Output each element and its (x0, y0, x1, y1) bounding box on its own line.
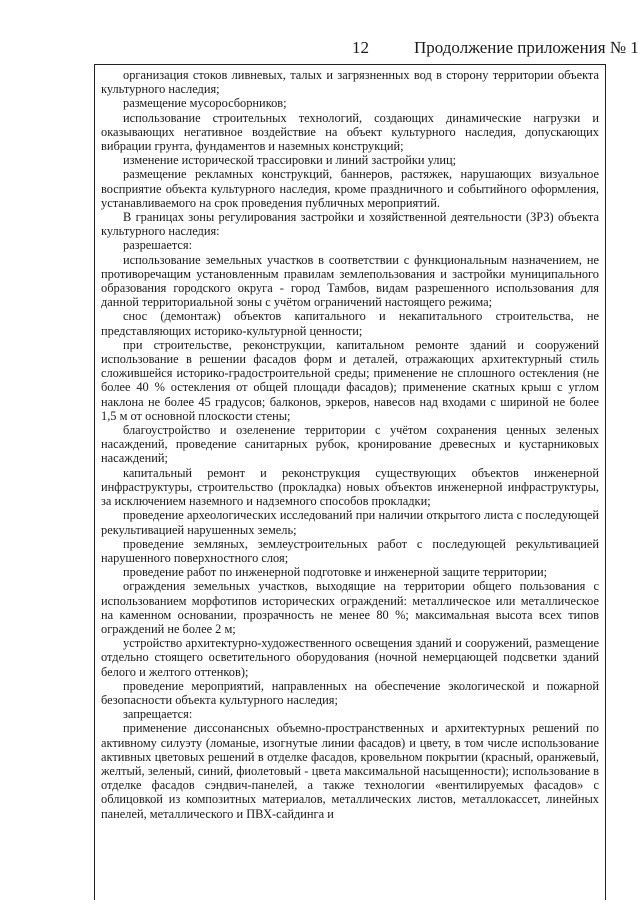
page-header (0, 38, 640, 62)
paragraph: разрешается: (123, 238, 193, 253)
paragraph: благоустройство и озеленение территории с учётом сохранения ценных зеленых насаждений, проведение санитарных рубок, кронирование древесных и кустарниковых насаждений; (101, 423, 599, 466)
paragraph: организация стоков ливневых, талых и загрязненных вод в сторону территории объекта культурного наследия; (101, 68, 599, 97)
document-frame (94, 64, 606, 900)
paragraph: снос (демонтаж) объектов капитального и некапитального строительства, не представляющих историко-культурной ценности; (101, 309, 599, 338)
document-body (95, 65, 605, 821)
paragraph: использование земельных участков в соответствии с функциональным назначением, не противоречащим установленным правилам землепользования и застройки муниципального образования городского округа - город Тамбов, видам разрешенного использования для данной территориальной зоны с учётом ограничений настоящего режима; (101, 252, 599, 310)
paragraph: размещение рекламных конструкций, баннеров, растяжек, нарушающих визуальное восприятие объекта культурного наследия, кроме праздничного и событийного оформления, устанавливаемого на срок проведения публичных мероприятий. (101, 167, 599, 210)
paragraph: проведение мероприятий, направленных на обеспечение экологической и пожарной безопасности объекта культурного наследия; (101, 678, 599, 707)
paragraph: при строительстве, реконструкции, капитальном ремонте зданий и сооружений использование в решении фасадов форм и деталей, отражающих архитектурный стиль сложившейся историко-градостроительной среды; применение не сплошного остекления (не более 40 % остекления от общей площади фасадов); применение скатных крыш с углом наклона не более 45 градусов; балконов, эркеров, навесов над входами с шириной не более 1,5 м от основной плоскости стены; (101, 337, 599, 423)
paragraph: запрещается: (123, 707, 193, 722)
paragraph: капитальный ремонт и реконструкция существующих объектов инженерной инфраструктуры, строительство (прокладка) новых объектов инженерной инфраструктуры, за исключением наземного и надземного способов прокладки; (101, 465, 599, 509)
paragraph: ограждения земельных участков, выходящие на территории общего пользования с использованием морфотипов исторических ограждений: металлическое или металлическое на каменном основании, прозрачность не менее 80 %; максимальная высота всех типов ограждений не более 2 м; (101, 579, 599, 636)
paragraph: проведение земляных, землеустроительных работ с последующей рекультивацией нарушенного поверхностного слоя; (101, 536, 599, 565)
appendix-continuation-label: Продолжение приложения № 1 (414, 38, 639, 57)
paragraph: проведение археологических исследований при наличии открытого листа с последующей рекультивацией нарушенных земель; (101, 508, 599, 537)
page-number: 12 (352, 38, 369, 57)
paragraph: устройство архитектурно-художественного освещения зданий и сооружений, размещение отдельно стоящего осветительного оборудования (ночной немерцающей подсветки зданий белого и желтого оттенков); (101, 636, 599, 679)
paragraph: изменение исторической трассировки и линий застройки улиц; (123, 153, 457, 168)
paragraph: В границах зоны регулирования застройки и хозяйственной деятельности (ЗРЗ) объекта культурного наследия: (101, 210, 599, 239)
paragraph: использование строительных технологий, создающих динамические нагрузки и оказывающих негативное воздействие на объект культурного наследия, допускающих вибрации грунта, фундаментов и наземных конструкций; (101, 110, 599, 154)
paragraph: применение диссонансных объемно-пространственных и архитектурных решений по активному силуэту (ломаные, изогнутые линии фасадов) и цвету, в том числе использование активных цветовых решений в отделке фасадов, кровельном покрытии (красный, оранжевый, желтый, зеленый, синий, фиолетовый - цвета максимальной насыщенности); использование в отделке фасадов сэндвич-панелей, а также технологии «вентилируемых фасадов» с облицовкой из композитных материалов, металлических листов, металлокассет, линейных панелей, металлического и ПВХ-сайдинга и (101, 721, 599, 821)
paragraph: проведение работ по инженерной подготовке и инженерной защите территории; (123, 565, 548, 580)
paragraph: размещение мусоросборников; (123, 96, 287, 111)
